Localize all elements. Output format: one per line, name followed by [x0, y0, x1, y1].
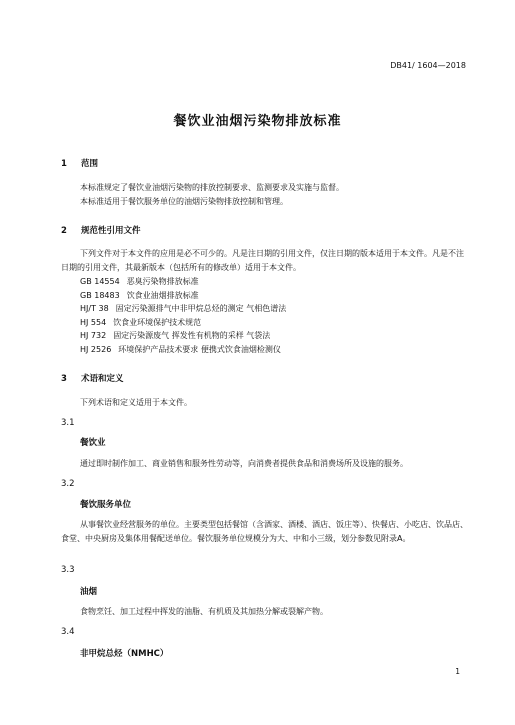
- reference-title: 饮食业油烟排放标准: [126, 290, 199, 300]
- reference-title: 环境保护产品技术要求 便携式饮食油烟检测仪: [118, 344, 281, 354]
- reference-item: [80, 343, 286, 357]
- term-number: 3.3: [61, 565, 75, 575]
- section-number: 3: [61, 374, 67, 384]
- section-heading-scope: [61, 157, 98, 169]
- page-number: 1: [455, 667, 460, 676]
- reference-code: HJ 732: [80, 331, 107, 340]
- term-name: 油烟: [80, 587, 98, 597]
- reference-item: [80, 302, 286, 316]
- section-number: 2: [61, 226, 67, 236]
- scope-paragraph-2: 本标准适用于餐饮服务单位的油烟污染物排放控制和管理。: [80, 197, 288, 206]
- reference-title: 恶臭污染物排放标准: [126, 277, 199, 286]
- section-heading-terms: [61, 372, 124, 384]
- reference-code: GB 14554: [80, 277, 120, 286]
- term-name: 餐饮业: [80, 438, 106, 448]
- section-title: 术语和定义: [81, 374, 124, 384]
- term-definition: 食物烹饪、加工过程中挥发的油脂、有机质及其加热分解或裂解产物。: [80, 607, 328, 616]
- section-heading-references: [61, 224, 141, 236]
- references-intro: 下列文件对于本文件的应用是必不可少的。凡是注日期的引用文件，仅注日期的版本适用于本文件。凡是不注日期的引用文件，其最新版本（包括所有的修改单）适用于本文件。: [61, 249, 464, 272]
- term-definition: 通过即时制作加工、商业销售和服务性劳动等，向消费者提供食品和消费场所及设施的服务。: [80, 459, 408, 468]
- reference-title: 固定污染源废气 挥发性有机物的采样 气袋法: [113, 331, 271, 340]
- reference-code: HJ 2526: [80, 344, 112, 354]
- reference-code: HJ/T 38: [80, 304, 109, 313]
- terms-intro: 下列术语和定义适用于本文件。: [80, 398, 192, 407]
- section-title: 规范性引用文件: [81, 226, 141, 236]
- term-name: 非甲烷总烃（NMHC）: [80, 649, 169, 659]
- term-definition: 从事餐饮业经营服务的单位。主要类型包括餐馆（含酒家、酒楼、酒店、饭庄等）、快餐店、小吃店、饮品店、食堂、中央厨房及集体用餐配送单位。餐饮服务单位规模分为大、中和小三级，划分参数见附录A。: [61, 520, 468, 543]
- reference-item: [80, 289, 286, 303]
- document-code: DB41/ 1604—2018: [390, 61, 466, 70]
- reference-title: 饮食业环境保护技术规范: [113, 317, 202, 327]
- reference-title: 固定污染源排气中非甲烷总烃的测定 气相色谱法: [115, 304, 287, 313]
- reference-item: [80, 275, 286, 289]
- reference-item: [80, 316, 286, 330]
- scope-paragraph-1: 本标准规定了餐饮业油烟污染物的排放控制要求、监测要求及实施与监督。: [80, 183, 344, 192]
- reference-code: HJ 554: [80, 317, 107, 327]
- section-number: 1: [61, 159, 67, 169]
- reference-item: [80, 329, 286, 343]
- term-number: 3.1: [61, 418, 75, 428]
- section-title: 范围: [81, 159, 99, 169]
- reference-list: [80, 275, 286, 356]
- reference-code: GB 18483: [80, 290, 120, 300]
- term-number: 3.2: [61, 479, 75, 489]
- term-number: 3.4: [61, 627, 75, 637]
- term-name: 餐饮服务单位: [80, 500, 132, 510]
- document-title: 餐饮业油烟污染物排放标准: [173, 114, 342, 129]
